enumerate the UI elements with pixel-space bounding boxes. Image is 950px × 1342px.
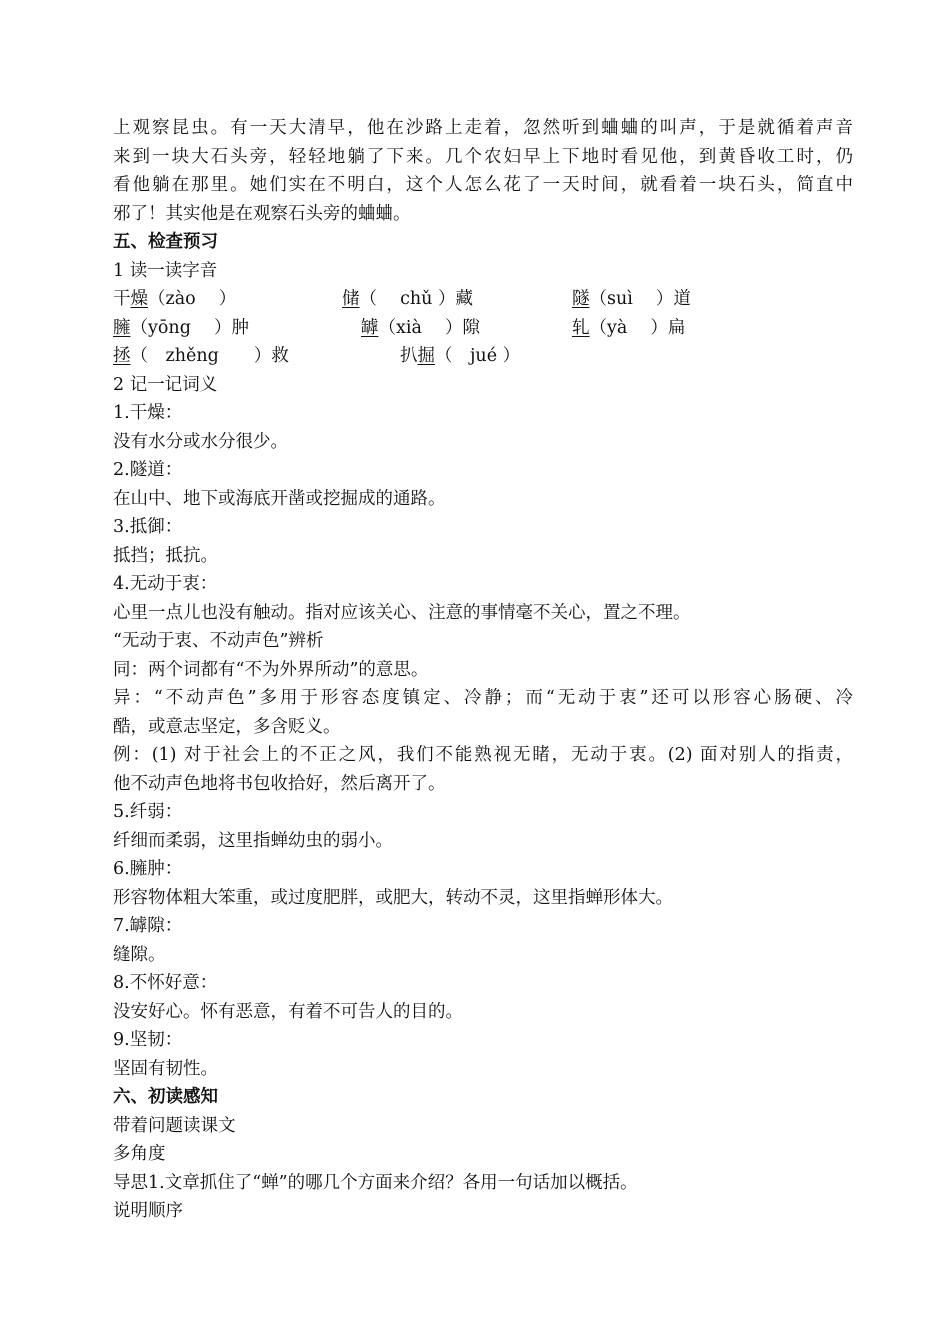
text-line: 4.无动于衷： — [113, 574, 218, 594]
text-line: 纤细而柔弱，这里指蝉幼虫的弱小。 — [113, 830, 393, 851]
pinyin-item: 隧（suì ）道 — [572, 289, 691, 309]
pinyin-row — [113, 342, 853, 371]
text-line: “无动于衷、不动声色”辨析 — [113, 631, 324, 651]
subheading: 2 记一记词义 — [113, 374, 218, 395]
section-heading: 六、初读感知 — [113, 1087, 218, 1107]
text-line: 在山中、地下或海底开凿或挖掘成的通路。 — [113, 488, 446, 509]
document-page — [113, 114, 853, 1226]
text-line: 3.抵御： — [113, 517, 183, 537]
paragraph-line: 来到一块大石头旁，轻轻地躺了下来。几个农妇早上下地时看见他，到黄昏收工时，仍 — [113, 146, 853, 167]
text-line: 2.隧道： — [113, 460, 183, 480]
text-line: 带着问题读课文 — [113, 1115, 236, 1136]
text-line: 他不动声色地将书包收拾好，然后离开了。 — [113, 773, 446, 794]
reading-guide — [113, 1112, 853, 1226]
text-line: 心里一点儿也没有触动。指对应该关心、注意的事情毫不关心，置之不理。 — [113, 602, 691, 623]
text-line: 没有水分或水分很少。 — [113, 431, 288, 452]
text-line: 异：“不动声色”多用于形容态度镇定、冷静；而“无动于衷”还可以形容心肠硬、冷 — [113, 688, 853, 708]
pinyin-item: 轧（yà ）扁 — [572, 317, 686, 338]
text-line: 9.坚韧： — [113, 1030, 183, 1050]
pinyin-item: 罅（xià ）隙 — [361, 317, 480, 338]
vocabulary-list — [113, 399, 853, 1083]
paragraph-line: 看他躺在那里。她们实在不明白，这个人怎么花了一天时间，就看着一块石头，简直中 — [113, 175, 853, 195]
text-line: 没安好心。怀有恶意，有着不可告人的目的。 — [113, 1001, 463, 1022]
text-line: 5.纤弱： — [113, 802, 183, 822]
text-line: 导思1.文章抓住了“蝉”的哪几个方面来介绍？各用一句话加以概括。 — [113, 1172, 638, 1193]
text-line: 形容物体粗大笨重，或过度肥胖，或肥大，转动不灵，这里指蝉形体大。 — [113, 887, 673, 908]
text-line: 6.臃肿： — [113, 859, 183, 879]
text-line: 同：两个词都有“不为外界所动”的意思。 — [113, 659, 429, 680]
subheading: 1 读一读字音 — [113, 260, 218, 281]
text-line: 抵挡；抵抗。 — [113, 545, 218, 566]
pinyin-row — [113, 314, 853, 343]
text-line: 7.罅隙： — [113, 916, 183, 936]
text-line: 例：(1) 对于社会上的不正之风，我们不能熟视无睹，无动于衷。(2) 面对别人的指责， — [113, 745, 853, 765]
pinyin-item: 拯（ zhěng ）救 — [113, 346, 289, 366]
section-heading: 五、检查预习 — [113, 232, 218, 252]
paragraph-line: 上观察昆虫。有一天大清早，他在沙路上走着，忽然听到蛐蛐的叫声，于是就循着声音 — [113, 118, 853, 138]
text-line: 缝隙。 — [113, 944, 166, 965]
text-line: 多角度 — [113, 1144, 166, 1164]
pinyin-item: 储（ chǔ ）藏 — [342, 289, 473, 309]
text-line: 坚固有韧性。 — [113, 1058, 218, 1079]
pinyin-row — [113, 285, 853, 314]
text-line: 酷，或意志坚定，多含贬义。 — [113, 716, 341, 737]
text-line: 1.干燥： — [113, 403, 183, 423]
text-line: 8.不怀好意： — [113, 973, 218, 993]
text-line: 说明顺序 — [113, 1201, 183, 1221]
paragraph-line: 邪了！其实他是在观察石头旁的蛐蛐。 — [113, 203, 411, 224]
pinyin-item: 干燥（zào ） — [113, 289, 237, 309]
pinyin-item: 扒掘（ jué ） — [400, 346, 521, 366]
pinyin-item: 臃（yōng ）肿 — [113, 317, 249, 338]
